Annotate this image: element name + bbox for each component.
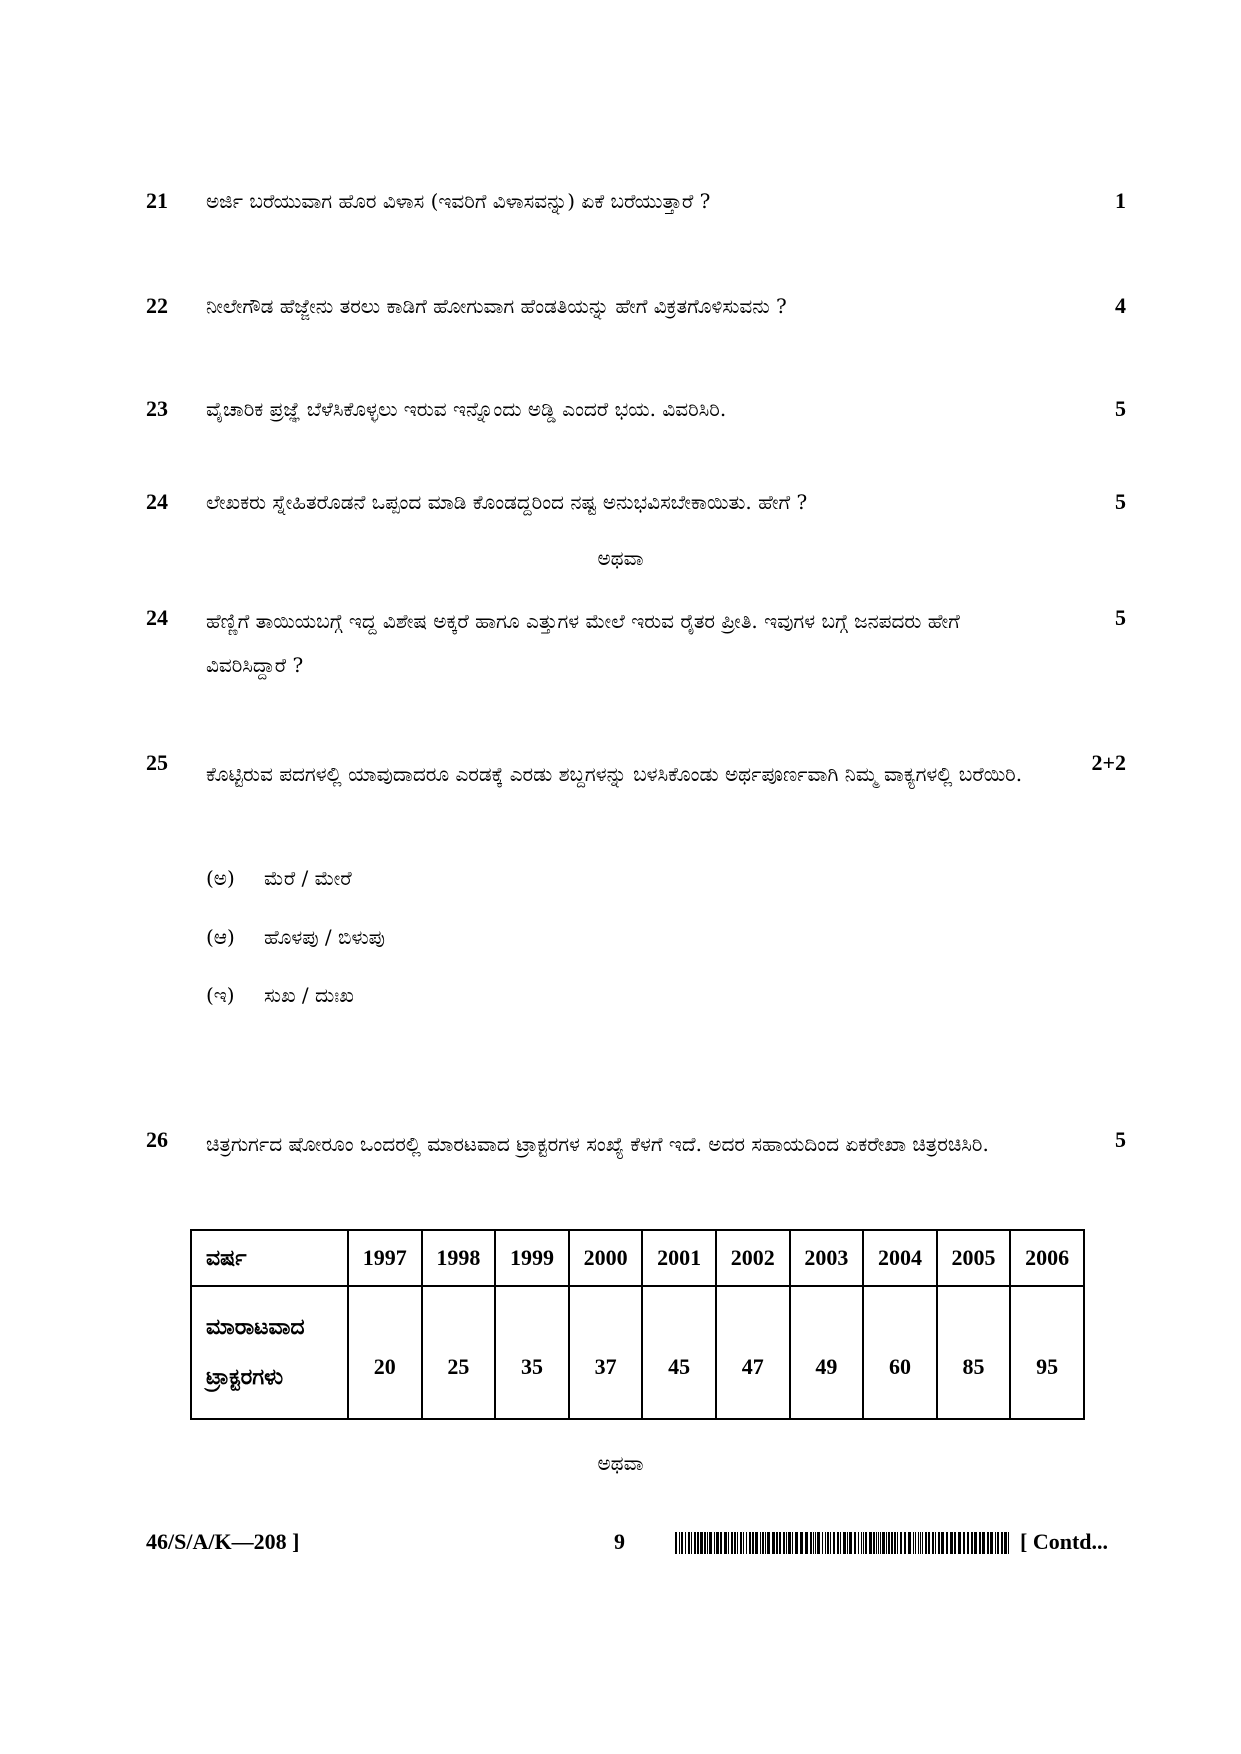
value-cell: 37 [569,1286,643,1419]
year-cell: 2006 [1010,1230,1084,1286]
question-text: ವೈಚಾರಿಕ ಪ್ರಜ್ಞೆ ಬೆಳೆಸಿಕೊಳ್ಳಲು ಇರುವ ಇನ್ನೊಂದು ಅಡ್ಡಿ ಎಂದರೆ ಭಯ. ವಿವರಿಸಿರಿ. [206,397,727,421]
year-cell: 2003 [790,1230,864,1286]
question-marks: 5 [1115,489,1126,514]
year-cell: 2001 [642,1230,716,1286]
question-marks: 5 [1115,605,1126,630]
or-separator-bottom: ಅಥವಾ [597,1451,644,1475]
option-text: ಹೊಳಪು / ಬಿಳುಪು [264,925,385,949]
value-cell: 49 [790,1286,864,1419]
page-number: 9 [614,1529,625,1554]
question-number: 24 [146,605,168,630]
header-line-2: ಟ್ರಾಕ್ಟರಗಳು [206,1364,284,1389]
value-cell: 35 [495,1286,569,1419]
or-separator: ಅಥವಾ [597,546,644,570]
option-text: ಸುಖ / ದುಃಖ [264,983,354,1007]
value-cell: 45 [642,1286,716,1419]
question-number: 23 [146,396,168,421]
question-number: 22 [146,293,168,318]
barcode-icon [675,1532,1010,1554]
question-text: ಚಿತ್ರಗುರ್ಗದ ಷೋರೂಂ ಒಂದರಲ್ಲಿ ಮಾರಟವಾದ ಟ್ರಾಕ್ಟರಗಳ ಸಂಖ್ಯೆ ಕೆಳಗೆ ಇದೆ. ಅದರ ಸಹಾಯದಿಂದ ಏಕರೇಖಾ ಚಿತ್ರರಚಿಸಿರಿ. [206,1132,989,1156]
header-line-1: ಮಾರಾಟವಾದ [206,1314,305,1339]
option-label: (ಅ) [206,866,235,890]
question-text: ಅರ್ಜಿ ಬರೆಯುವಾಗ ಹೊರ ವಿಳಾಸ (ಇವರಿಗೆ ವಿಳಾಸವನ್ನು) ಏಕೆ ಬರೆಯುತ್ತಾರೆ ? [206,189,711,213]
question-text: ಹೆಣ್ಣಿಗೆ ತಾಯಿಯಬಗ್ಗೆ ಇದ್ದ ವಿಶೇಷ ಅಕ್ಕರೆ ಹಾಗೂ ಎತ್ತುಗಳ ಮೇಲೆ ಇರುವ ರೈತರ ಪ್ರೀತಿ. ಇವುಗಳ ಬಗ್ಗೆ ಜನಪದರು ಹೇಗೆ ವಿವರಿಸಿದ್ದಾರೆ ? [206,609,960,677]
year-cell: 1998 [422,1230,496,1286]
option-label: (ಆ) [206,925,235,949]
paper-code: 46/S/A/K—208 ] [146,1529,300,1554]
table-row-values [191,1286,1084,1419]
question-marks: 2+2 [1091,750,1126,775]
question-marks: 5 [1115,1127,1126,1152]
table-header-year: ವರ್ಷ [191,1230,348,1286]
table-row-years [191,1230,1084,1286]
question-number: 25 [146,750,168,775]
year-cell: 2002 [716,1230,790,1286]
option-i [206,983,354,1007]
value-cell: 20 [348,1286,422,1419]
year-cell: 2005 [937,1230,1011,1286]
option-label: (ಇ) [206,983,235,1007]
question-number: 24 [146,489,168,514]
question-text: ನೀಲೇಗೌಡ ಹೆಜ್ಜೇನು ತರಲು ಕಾಡಿಗೆ ಹೋಗುವಾಗ ಹೆಂಡತಿಯನ್ನು ಹೇಗೆ ವಿಕ್ರತಗೊಳಿಸುವನು ? [206,294,787,318]
question-marks: 5 [1115,396,1126,421]
tractor-sales-table [190,1229,1085,1420]
year-cell: 2004 [863,1230,937,1286]
value-cell: 25 [422,1286,496,1419]
value-cell: 85 [937,1286,1011,1419]
question-text: ಲೇಖಕರು ಸ್ನೇಹಿತರೊಡನೆ ಒಪ್ಪಂದ ಮಾಡಿ ಕೊಂಡದ್ದರಿಂದ ನಷ್ಟ ಅನುಭವಿಸಬೇಕಾಯಿತು. ಹೇಗೆ ? [206,490,808,514]
question-marks: 4 [1115,293,1126,318]
contd-label: [ Contd... [1020,1529,1109,1554]
question-number: 26 [146,1127,168,1152]
option-text: ಮೆರೆ / ಮೇರೆ [264,866,352,890]
question-number: 21 [146,188,168,213]
question-marks: 1 [1115,188,1126,213]
table-header-tractors [191,1286,348,1419]
year-cell: 2000 [569,1230,643,1286]
value-cell: 47 [716,1286,790,1419]
year-cell: 1999 [495,1230,569,1286]
question-text: ಕೊಟ್ಟಿರುವ ಪದಗಳಲ್ಲಿ ಯಾವುದಾದರೂ ಎರಡಕ್ಕೆ ಎರಡು ಶಬ್ದಗಳನ್ನು ಬಳಸಿಕೊಂಡು ಅರ್ಥಪೂರ್ಣವಾಗಿ ನಿಮ್ಮ ವಾಕ್ಯಗಳಲ್ಲಿ ಬರೆಯಿರಿ. [206,762,1023,786]
option-a [206,866,352,890]
value-cell: 60 [863,1286,937,1419]
option-aa [206,925,385,949]
year-cell: 1997 [348,1230,422,1286]
value-cell: 95 [1010,1286,1084,1419]
